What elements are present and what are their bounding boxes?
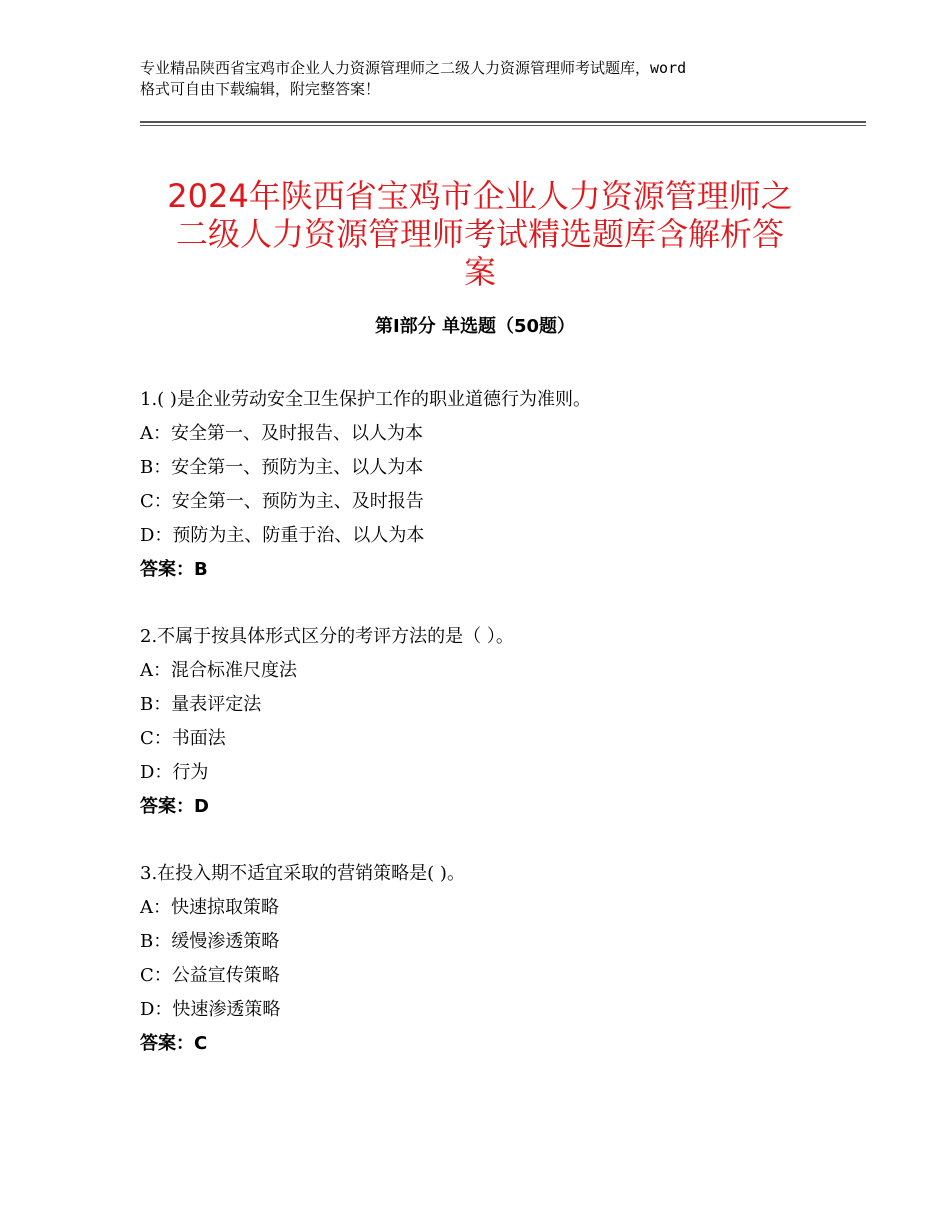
document-title-line: 2024年陕西省宝鸡市企业人力资源管理师之 xyxy=(167,177,793,216)
header-note xyxy=(140,58,830,100)
question-answer: 答案：D xyxy=(140,796,209,817)
question-option: A：安全第一、及时报告、以人为本 xyxy=(140,423,423,444)
question-stem: 1.( )是企业劳动安全卫生保护工作的职业道德行为准则。 xyxy=(140,389,591,410)
header-divider xyxy=(140,121,866,123)
section-heading: 第Ⅰ部分 单选题（50题） xyxy=(374,316,575,337)
header-note-line: 格式可自由下载编辑，附完整答案！ xyxy=(140,80,381,98)
header-divider-thin xyxy=(140,125,866,126)
question-answer: 答案：B xyxy=(140,559,208,580)
question-item xyxy=(140,620,840,824)
question-answer: 答案：C xyxy=(140,1033,208,1054)
question-option: C：书面法 xyxy=(140,728,226,749)
question-option: D：预防为主、防重于治、以人为本 xyxy=(140,525,425,546)
question-item xyxy=(140,857,840,1061)
question-option: D：快速渗透策略 xyxy=(140,999,281,1020)
question-option: B：缓慢渗透策略 xyxy=(140,931,280,952)
question-option: B：安全第一、预防为主、以人为本 xyxy=(140,457,424,478)
question-stem: 2.不属于按具体形式区分的考评方法的是（ ）。 xyxy=(140,626,514,647)
question-option: C：安全第一、预防为主、及时报告 xyxy=(140,491,424,512)
question-option: D：行为 xyxy=(140,762,209,783)
question-item xyxy=(140,383,840,587)
document-title xyxy=(135,177,825,291)
question-option: B：量表评定法 xyxy=(140,694,262,715)
document-title-line: 二级人力资源管理师考试精选题库含解析答 xyxy=(175,215,784,254)
question-option: C：公益宣传策略 xyxy=(140,965,280,986)
question-list xyxy=(140,383,840,1094)
header-note-line: 专业精品陕西省宝鸡市企业人力资源管理师之二级人力资源管理师考试题库，word xyxy=(140,59,687,77)
document-title-line: 案 xyxy=(463,253,496,292)
question-stem: 3.在投入期不适宜采取的营销策略是( )。 xyxy=(140,863,465,884)
question-option: A：快速掠取策略 xyxy=(140,897,279,918)
question-option: A：混合标准尺度法 xyxy=(140,660,297,681)
